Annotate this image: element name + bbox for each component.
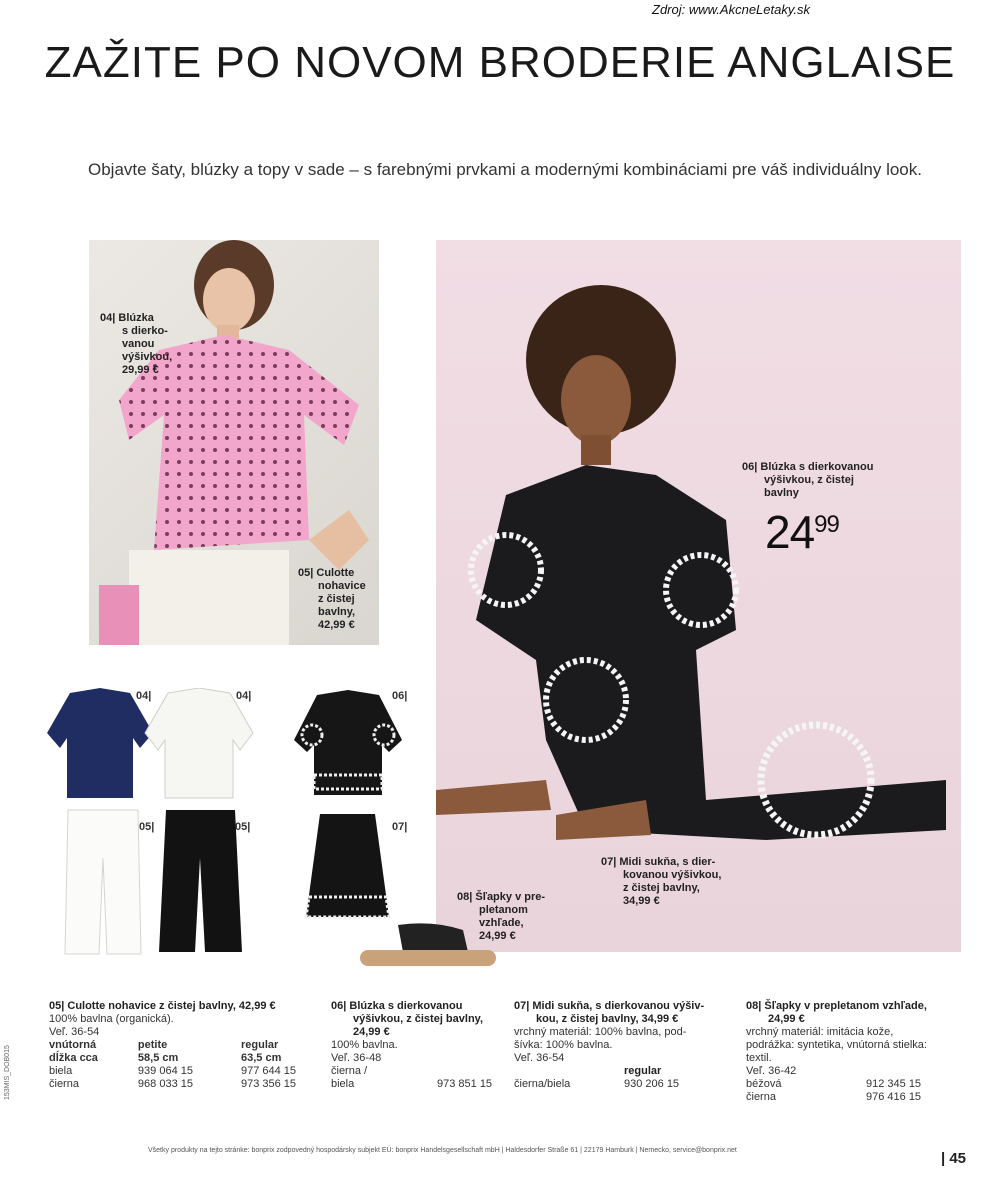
tag-07-skirt: 07| bbox=[392, 821, 408, 833]
black-blouse-product bbox=[292, 690, 404, 802]
page-number: | 45 bbox=[940, 1150, 966, 1167]
sandal-product bbox=[358, 920, 498, 970]
black-outfit-figure bbox=[436, 240, 961, 952]
info-col-05: 05| Culotte nohavice z čistej bavlny, 42,99 € 100% bavlna (organická). Veľ. 36-54 vnútorná petite regular dĺžka cca 58,5 cm 63,5 cm biela 939 064 15 977 644 15 čierna 968 033 15 973 356 15 bbox=[49, 1000, 319, 1091]
label-skirt-07: 07| Midi sukňa, s dier- kovanou výšivkou, z čistej bavlny, 34,99 € bbox=[601, 856, 722, 907]
white-blouse-product bbox=[143, 688, 255, 803]
info-col-06: 06| Blúzka s dierkovanou výšivkou, z čistej bavlny, 24,99 € 100% bavlna. Veľ. 36-48 čierna / biela 973 851 15 bbox=[331, 1000, 493, 1090]
white-culotte-product bbox=[63, 808, 143, 956]
label-culotte-05: 05| Culotte nohavice z čistej bavlny, 42,99 € bbox=[298, 567, 366, 631]
big-price-blouse-06: $24^{99}$ bbox=[765, 506, 839, 558]
page-subline: Objavte šaty, blúzky a topy v sade – s farebnými prvkami a modernými kombináciami pre váš individuálny look. bbox=[88, 160, 922, 179]
black-culotte-product bbox=[158, 808, 243, 954]
photo-black-embroidered-set bbox=[436, 240, 961, 952]
info-col-07: 07| Midi sukňa, s dierkovanou výšiv- kou, z čistej bavlny, 34,99 € vrchný materiál: 100% bavlna, pod- šívka: 100% bavlna. Veľ. 36-54 regular čierna/biela 930 206 15 bbox=[514, 1000, 705, 1090]
label-blouse-04: 04| Blúzka s dierko- vanou výšivkou, 29,99 € bbox=[100, 312, 173, 376]
tag-04-white: 04| bbox=[236, 690, 252, 702]
source-credit: Zdroj: www.AkcneLetaky.sk bbox=[652, 2, 810, 17]
side-code: 153MIS_DOB015 bbox=[4, 1045, 11, 1100]
label-sandals-08: 08| Šľapky v pre- pletanom vzhľade, 24,99 € bbox=[457, 891, 546, 942]
page-footer: Všetky produkty na tejto stránke: bonprix zodpovedný hospodársky subjekt EÚ: bonprix Handelsgesellschaft mbH | Haldesdorfer Straße 61 | 22179 Hamburk | Nemecko, service@bonprix.net bbox=[148, 1147, 737, 1154]
label-blouse-06: 06| Blúzka s dierkovanou výšivkou, z čistej bavlny bbox=[742, 461, 874, 499]
navy-blouse-product bbox=[45, 688, 155, 803]
tag-04-navy: 04| bbox=[136, 690, 152, 702]
tag-06-black: 06| bbox=[392, 690, 408, 702]
info-col-08: 08| Šľapky v prepletanom vzhľade, 24,99 € vrchný materiál: imitácia kože, podrážka: syntetika, vnútorná stielka: textil. Veľ. 36-42 béžová 912 345 15 čierna 976 416 15 bbox=[746, 1000, 927, 1103]
page-headline: ZAŽITE PO NOVOM BRODERIE ANGLAISE bbox=[44, 38, 956, 87]
tag-05-white: 05| bbox=[139, 821, 155, 833]
black-skirt-product bbox=[305, 812, 390, 922]
size-table-05: vnútorná petite regular dĺžka cca 58,5 cm 63,5 cm biela 939 064 15 977 644 15 čierna 968 033 15 973 356 15 bbox=[49, 1039, 297, 1090]
tag-05-black: 05| bbox=[235, 821, 251, 833]
